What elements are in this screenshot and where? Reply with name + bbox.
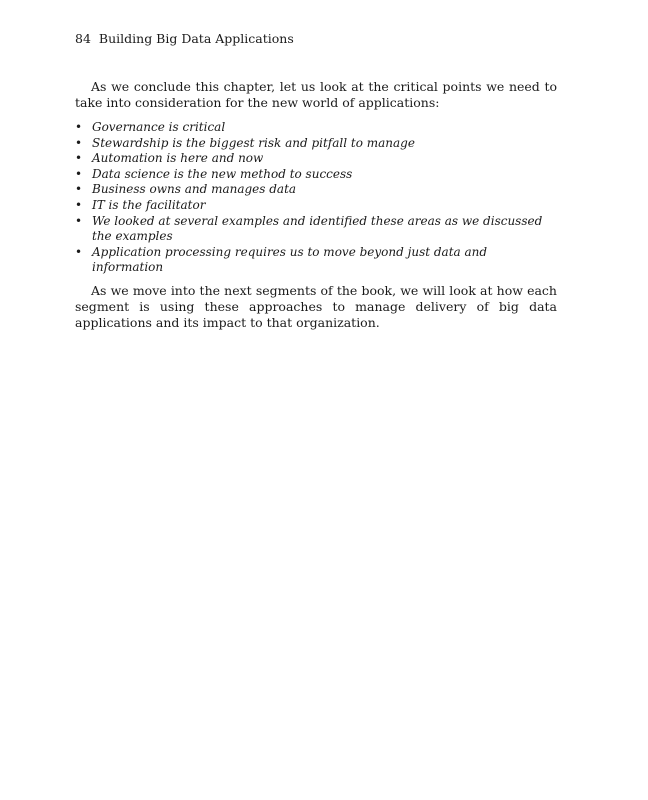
list-item (75, 136, 557, 152)
list-item (75, 120, 557, 136)
bullet-icon: • (75, 244, 83, 259)
list-item (75, 182, 557, 198)
list-item (75, 198, 557, 214)
bullet-icon: • (75, 213, 83, 228)
bullet-icon: • (75, 151, 83, 166)
page-content (75, 79, 557, 331)
bullet-icon: • (75, 120, 83, 134)
list-item-text: Data science is the new method to success (92, 166, 353, 181)
list-item-text: Automation is here and now (92, 151, 264, 166)
list-item-text: Stewardship is the biggest risk and pitfall to manage (92, 135, 415, 150)
closing-paragraph: As we move into the next segments of the book, we will look at how each segment is using these approaches to manage delivery of big data applications and its impact to that organization. (75, 282, 557, 330)
page-number: 84 (75, 31, 91, 46)
bullet-icon: • (75, 182, 83, 197)
bullet-icon: • (75, 135, 83, 150)
list-item (75, 214, 557, 245)
list-item-text: We looked at several examples and identified these areas as we discussed the examples (92, 213, 543, 244)
bullet-icon: • (75, 197, 83, 212)
list-item-text: Business owns and manages data (92, 182, 297, 197)
intro-paragraph: As we conclude this chapter, let us look at the critical points we need to take into consideration for the new world of applications: (75, 79, 557, 110)
list-item-text: Application processing requires us to move beyond just data and information (92, 244, 488, 275)
bullet-icon: • (75, 166, 83, 181)
list-item (75, 245, 557, 276)
running-header (75, 31, 294, 47)
list-item (75, 151, 557, 167)
running-title: Building Big Data Applications (98, 31, 294, 46)
list-item-text: Governance is critical (92, 120, 226, 134)
bullet-list (75, 120, 557, 276)
list-item (75, 167, 557, 183)
list-item-text: IT is the facilitator (92, 197, 206, 212)
